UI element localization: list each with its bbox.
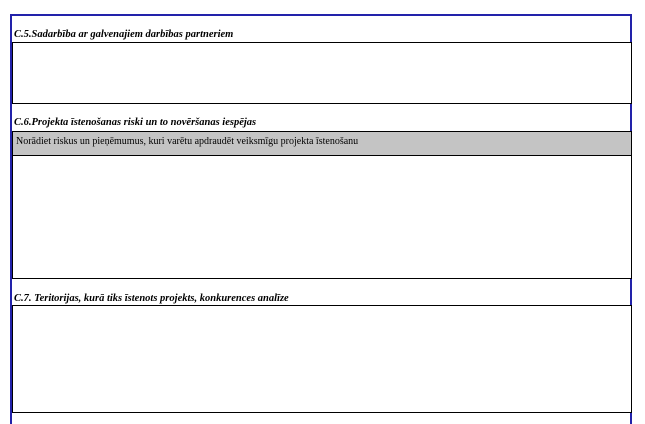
c5-answer-box[interactable] bbox=[12, 42, 632, 104]
section-title-c6: C.6.Projekta īstenošanas riski un to novēršanas iespējas bbox=[14, 117, 257, 128]
section-title-c7: C.7. Teritorijas, kurā tiks īstenots projekts, konkurences analīze bbox=[14, 293, 289, 304]
c7-answer-box[interactable] bbox=[12, 305, 632, 413]
c6-instruction-row: Norādiet riskus un pieņēmumus, kuri varētu apdraudēt veiksmīgu projekta īstenošanu bbox=[12, 131, 632, 156]
c6-answer-box[interactable] bbox=[12, 155, 632, 279]
section-title-c5: C.5.Sadarbība ar galvenajiem darbības partneriem bbox=[14, 29, 234, 40]
